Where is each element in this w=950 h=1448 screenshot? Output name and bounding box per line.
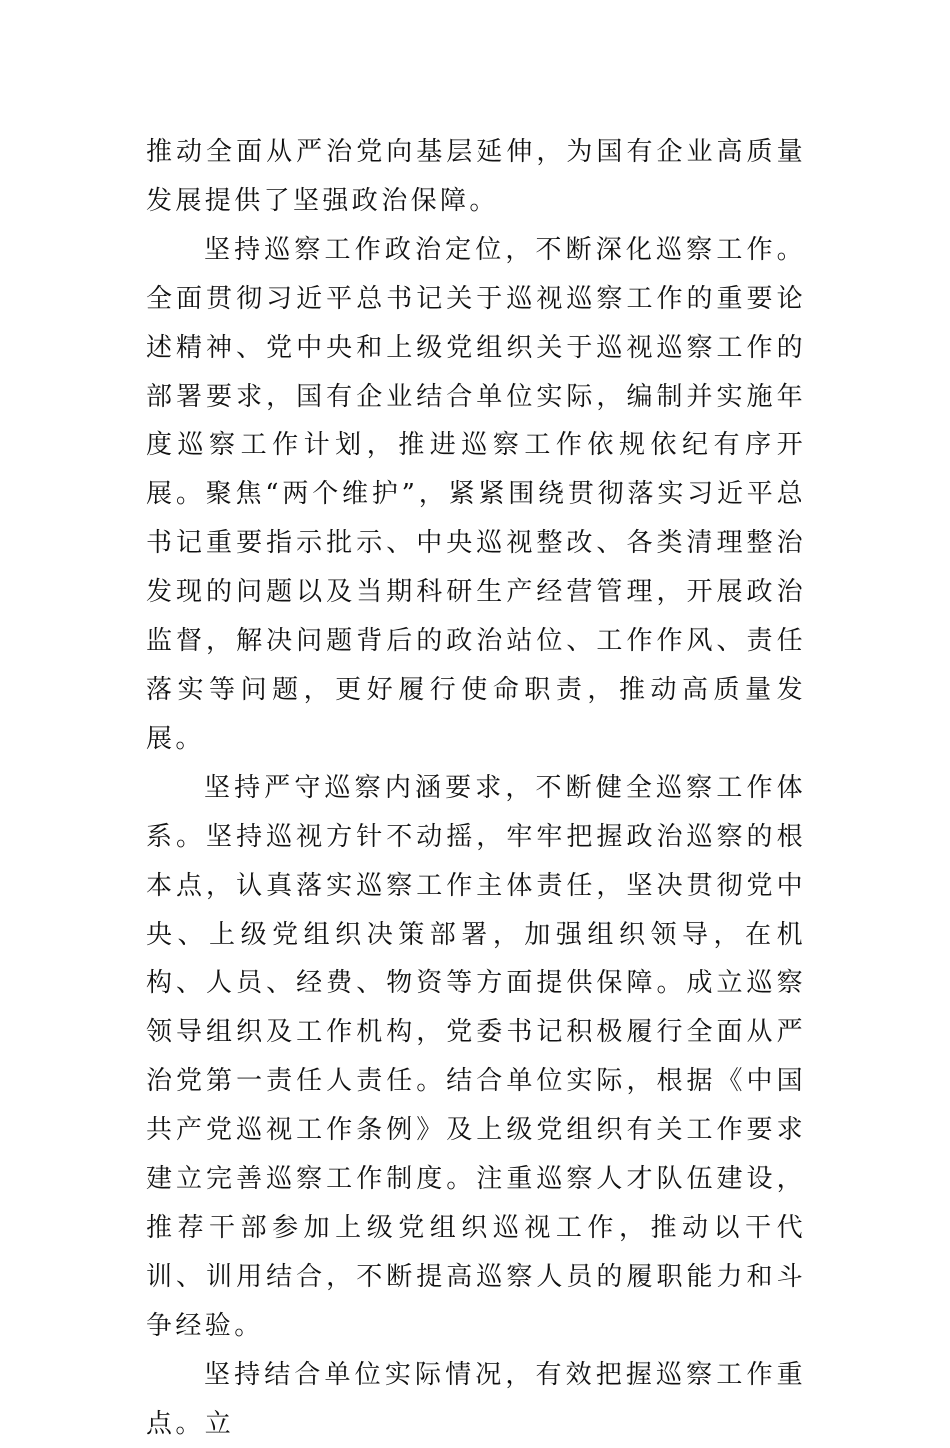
paragraph-political-positioning: 坚持巡察工作政治定位，不断深化巡察工作。全面贯彻习近平总书记关于巡视巡察工作的重要论述精神、党中央和上级党组织关于巡视巡察工作的部署要求，国有企业结合单位实际，编制并实施年度巡察工作计划，推进巡察工作依规依纪有序开展。聚焦“两个维护”，紧紧围绕贯彻落实习近平总书记重要指示批示、中央巡视整改、各类清理整治发现的问题以及当期科研生产经营管理，开展政治监督，解决问题背后的政治站位、工作作风、责任落实等问题，更好履行使命职责，推动高质量发展。 [146,234,806,754]
paragraph-inspection-system: 坚持严守巡察内涵要求，不断健全巡察工作体系。坚持巡视方针不动摇，牢牢把握政治巡察的根本点，认真落实巡察工作主体责任，坚决贯彻党中央、上级党组织决策部署，加强组织领导，在机构、人员、经费、物资等方面提供保障。成立巡察领导组织及工作机构，党委书记积极履行全面从严治党第一责任人责任。结合单位实际，根据《中国共产党巡视工作条例》及上级党组织有关工作要求建立完善巡察工作制度。注重巡察人才队伍建设，推荐干部参加上级党组织巡视工作，推动以干代训、训用结合，不断提高巡察人员的履职能力和斗争经验。 [146,772,806,1341]
paragraph-inspection-focus: 坚持结合单位实际情况，有效把握巡察工作重点。立 [146,1359,806,1439]
paragraph-continuation: 推动全面从严治党向基层延伸，为国有企业高质量发展提供了坚强政治保障。 [146,137,806,216]
document-body [146,128,806,1448]
